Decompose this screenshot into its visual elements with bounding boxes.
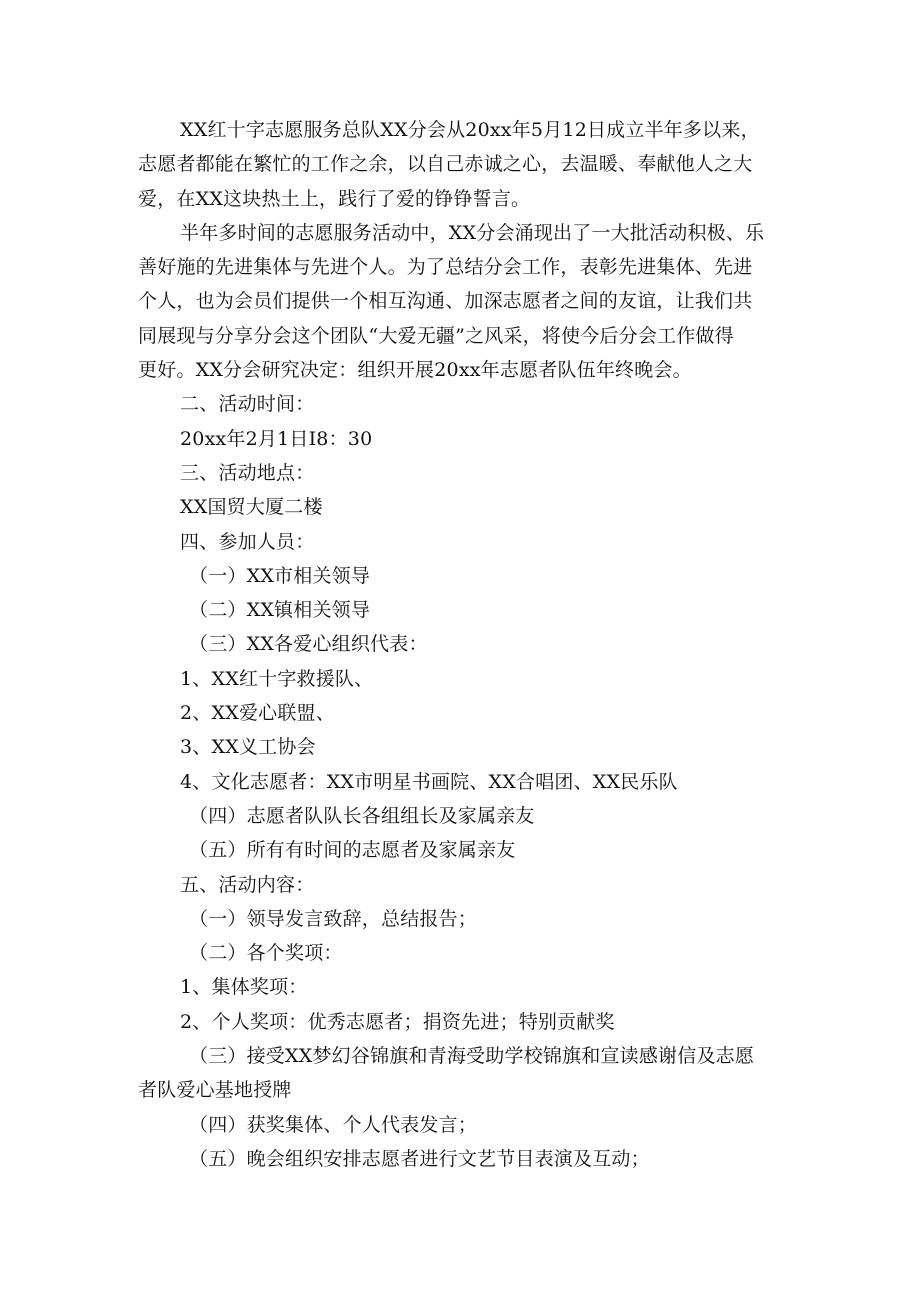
org-item-1: 1、XX红十字救援队、 (180, 667, 374, 690)
people-heading: 四、参加人员： (180, 530, 315, 553)
intro-line-2: 志愿者都能在繁忙的工作之余，以自己赤诚之心，去温暖、奉献他人之大 (138, 153, 753, 176)
content-item-2: （二）各个奖项： (189, 942, 343, 965)
org-item-2: 2、XX爱心联盟、 (180, 702, 335, 725)
time-value: 20xx年2月1日I8：30 (180, 427, 373, 450)
people-item-4: （四）志愿者队队长各组组长及家属亲友 (189, 804, 535, 827)
content-heading: 五、活动内容： (180, 873, 315, 896)
content-item-5: （五）晚会组织安排志愿者进行文艺节目表演及互动； (189, 1147, 650, 1170)
content-item-4: （四）获奖集体、个人代表发言； (189, 1113, 478, 1136)
people-item-3: （三）XX各爱心组织代表： (189, 633, 428, 656)
org-item-3: 3、XX义工协会 (180, 736, 316, 759)
time-heading: 二、活动时间： (180, 393, 315, 416)
people-item-2: （二）XX镇相关领导 (189, 599, 371, 622)
second-para-line-4: 同展现与分享分会这个团队“大爱无疆”之风采，将使今后分会工作做得 (138, 324, 734, 347)
second-para-line-5: 更好。XX分会研究决定：组织开展20xx年志愿者队伍年终晚会。 (138, 359, 692, 382)
intro-line-3: 爱，在XX这块热土上，践行了爱的铮铮誓言。 (138, 187, 531, 210)
document-body (138, 113, 788, 1176)
place-value: XX国贸大厦二楼 (180, 496, 323, 519)
people-item-5: （五）所有有时间的志愿者及家属亲友 (189, 839, 516, 862)
content-item-1: （一）领导发言致辞，总结报告； (189, 907, 478, 930)
award-item-2: 2、个人奖项：优秀志愿者；捐资先进；特别贡献奖 (180, 1010, 615, 1033)
second-para-line-1: 半年多时间的志愿服务活动中，XX分会涌现出了一大批活动积极、乐 (180, 221, 765, 244)
place-heading: 三、活动地点： (180, 461, 315, 484)
intro-line-1: XX红十字志愿服务总队XX分会从20xx年5月12日成立半年多以来， (180, 119, 760, 141)
people-item-1: （一）XX市相关领导 (189, 564, 371, 587)
content-item-3-line-2: 者队爱心基地授牌 (138, 1079, 292, 1102)
award-item-1: 1、集体奖项： (180, 976, 308, 999)
org-item-4: 4、文化志愿者：XX市明星书画院、XX合唱团、XX民乐队 (180, 770, 678, 793)
content-item-3-line-1: （三）接受XX梦幻谷锦旗和青海受助学校锦旗和宣读感谢信及志愿 (189, 1045, 755, 1068)
second-para-line-3: 个人，也为会员们提供一个相互沟通、加深志愿者之间的友谊，让我们共 (138, 290, 753, 313)
second-para-line-2: 善好施的先进集体与先进个人。为了总结分会工作，表彰先进集体、先进 (138, 256, 753, 279)
